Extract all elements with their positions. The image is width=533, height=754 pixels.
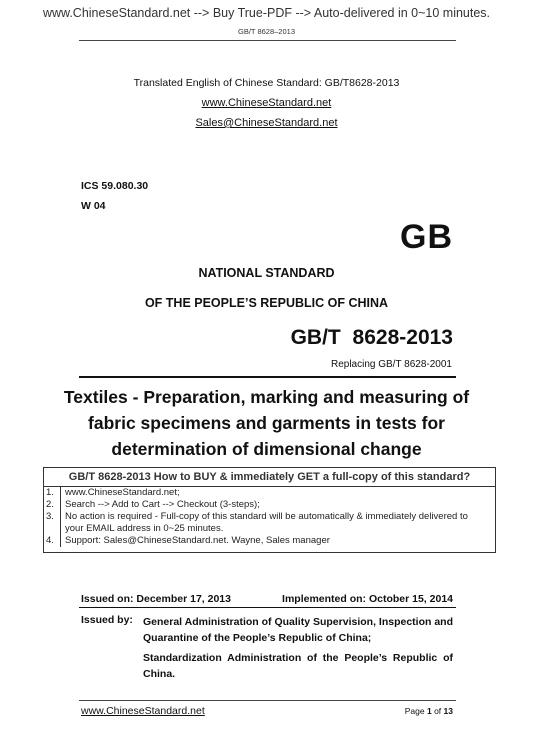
purchase-step (44, 499, 495, 511)
translated-line: Translated English of Chinese Standard: GB/T8628-2013 (133, 77, 400, 89)
purchase-info-box (43, 467, 496, 553)
title-line: fabric specimens and garments in tests for (88, 413, 445, 433)
issuer-line: General Administration of Quality Supervision, Inspection and Quarantine of the People’s Republic of China; (143, 616, 453, 644)
page-of: of (434, 706, 442, 716)
purchase-steps (44, 487, 495, 547)
title-divider (79, 376, 456, 378)
standard-code: GB/T 8628-2013 (290, 326, 453, 349)
header-divider (79, 40, 456, 41)
website-line (0, 97, 533, 109)
page-number (405, 706, 453, 716)
website-link[interactable]: www.ChineseStandard.net (201, 97, 332, 109)
step-text: No action is required - Full-copy of this standard will be automatically & immediately delivered to (65, 511, 468, 522)
page-current: 1 (426, 706, 432, 716)
footer-website-link[interactable]: www.ChineseStandard.net (81, 705, 205, 717)
footer-divider (79, 700, 456, 701)
gb-mark: GB (400, 218, 453, 256)
step-text: Support: Sales@ChineseStandard.net. Wayne, Sales manager (65, 535, 330, 546)
running-header-code: GB/T 8628–2013 (238, 27, 295, 36)
step-number: 1. (44, 487, 61, 499)
email-line (0, 117, 533, 129)
ics-code: ICS 59.080.30 (81, 180, 149, 192)
title-line: Textiles - Preparation, marking and measuring of (63, 387, 470, 407)
issued-by-label: Issued by: (81, 614, 133, 626)
issued-on-date: Issued on: December 17, 2013 (81, 593, 231, 605)
page-total: 13 (443, 706, 453, 716)
purchase-step (44, 511, 495, 523)
step-text: your EMAIL address in 0~25 minutes. (65, 523, 224, 534)
footer-link-line (81, 705, 205, 717)
purchase-step (44, 535, 495, 547)
national-standard-heading: NATIONAL STANDARD (198, 266, 335, 280)
purchase-step (44, 523, 495, 535)
dates-divider (79, 607, 456, 608)
step-number: 2. (44, 499, 61, 511)
document-title (0, 384, 533, 462)
replacing-note: Replacing GB/T 8628-2001 (330, 359, 452, 370)
step-number: 3. (44, 511, 61, 523)
step-text[interactable]: www.ChineseStandard.net; (65, 487, 180, 498)
step-number: 4. (44, 535, 61, 547)
email-link[interactable]: Sales@ChineseStandard.net (195, 117, 338, 129)
step-text: Search --> Add to Cart --> Checkout (3-steps); (65, 499, 260, 510)
implemented-on-date: Implemented on: October 15, 2014 (282, 593, 453, 605)
purchase-step (44, 487, 495, 499)
classification-code: W 04 (81, 200, 106, 212)
page-word: Page (404, 706, 425, 716)
purchase-heading: GB/T 8628-2013 How to BUY & immediately GET a full-copy of this standard? (44, 468, 495, 487)
step-number (44, 523, 61, 535)
issuer-line: Standardization Administration of the People’s Republic of China. (143, 652, 453, 680)
top-banner: www.ChineseStandard.net --> Buy True-PDF --> Auto-delivered in 0~10 minutes. (42, 6, 491, 20)
country-heading: OF THE PEOPLE’S REPUBLIC OF CHINA (144, 296, 389, 310)
title-line: determination of dimensional change (111, 439, 422, 459)
